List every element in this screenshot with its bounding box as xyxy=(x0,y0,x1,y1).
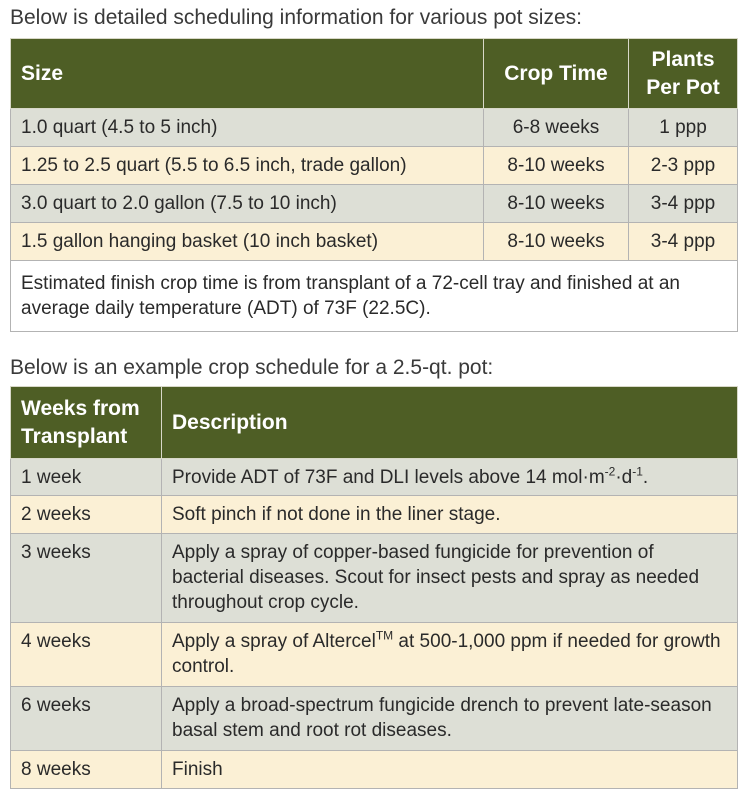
sizes-intro-text: Below is detailed scheduling information for various pot sizes: xyxy=(10,6,582,29)
weeks-column-header: Weeks from Transplant xyxy=(11,387,162,459)
description-text: at 500-1,000 ppm if needed for growth control. xyxy=(172,631,721,677)
description-cell: Apply a spray of copper-based fungicide for prevention of bacterial diseases. Scout for insect pests and spray as needed throughout crop cycle. xyxy=(162,534,738,623)
crop-time-cell: 8-10 weeks xyxy=(484,185,629,223)
description-text: . xyxy=(642,467,649,488)
weeks-cell: 3 weeks xyxy=(11,534,162,623)
weeks-cell: 2 weeks xyxy=(11,496,162,534)
weeks-cell: 6 weeks xyxy=(11,687,162,751)
crop-time-cell: 6-8 weeks xyxy=(484,109,629,147)
crop-time-cell: 8-10 weeks xyxy=(484,147,629,185)
plants-per-pot-column-header: Plants Per Pot xyxy=(629,39,738,109)
description-text: Apply a spray of Altercel xyxy=(172,631,376,652)
pot-size-table xyxy=(10,38,738,332)
description-cell xyxy=(162,623,738,687)
plants-per-pot-cell: 3-4 ppp xyxy=(629,185,738,223)
plants-per-pot-cell: 1 ppp xyxy=(629,109,738,147)
weeks-cell: 8 weeks xyxy=(11,751,162,789)
pot-size-cell: 1.5 gallon hanging basket (10 inch basket) xyxy=(11,223,484,261)
description-cell: Apply a broad-spectrum fungicide drench to prevent late-season basal stem and root rot diseases. xyxy=(162,687,738,751)
pot-size-cell: 1.25 to 2.5 quart (5.5 to 6.5 inch, trade gallon) xyxy=(11,147,484,185)
crop-time-cell: 8-10 weeks xyxy=(484,223,629,261)
plants-per-pot-cell: 3-4 ppp xyxy=(629,223,738,261)
table-row xyxy=(11,459,738,496)
description-text: Provide ADT of 73F and DLI levels above 14 mol·m xyxy=(172,467,605,488)
description-text: ·d xyxy=(615,467,633,488)
weeks-cell: 1 week xyxy=(11,459,162,496)
exponent-superscript: -1 xyxy=(632,464,643,479)
weeks-cell: 4 weeks xyxy=(11,623,162,687)
trademark-superscript: TM xyxy=(375,628,394,643)
pot-size-header-row xyxy=(11,39,738,109)
crop-time-column-header: Crop Time xyxy=(484,39,629,109)
table-row xyxy=(11,751,738,789)
table-row xyxy=(11,223,738,261)
pot-size-cell: 1.0 quart (4.5 to 5 inch) xyxy=(11,109,484,147)
pot-size-cell: 3.0 quart to 2.0 gallon (7.5 to 10 inch) xyxy=(11,185,484,223)
crop-schedule-table xyxy=(10,386,738,789)
table-row xyxy=(11,109,738,147)
table-note-row xyxy=(11,261,738,332)
table-row xyxy=(11,496,738,534)
description-cell: Soft pinch if not done in the liner stage. xyxy=(162,496,738,534)
table-row xyxy=(11,623,738,687)
plants-per-pot-cell: 2-3 ppp xyxy=(629,147,738,185)
description-column-header: Description xyxy=(162,387,738,459)
schedule-intro-text: Below is an example crop schedule for a 2.5-qt. pot: xyxy=(10,356,494,379)
table-row xyxy=(11,687,738,751)
table-row xyxy=(11,147,738,185)
exponent-superscript: -2 xyxy=(604,464,616,479)
crop-time-note: Estimated finish crop time is from transplant of a 72-cell tray and finished at an average daily temperature (ADT) of 73F (22.5C). xyxy=(11,261,738,332)
table-row xyxy=(11,534,738,623)
schedule-header-row xyxy=(11,387,738,459)
description-cell: Finish xyxy=(162,751,738,789)
table-row xyxy=(11,185,738,223)
size-column-header: Size xyxy=(11,39,484,109)
description-cell xyxy=(162,459,738,496)
